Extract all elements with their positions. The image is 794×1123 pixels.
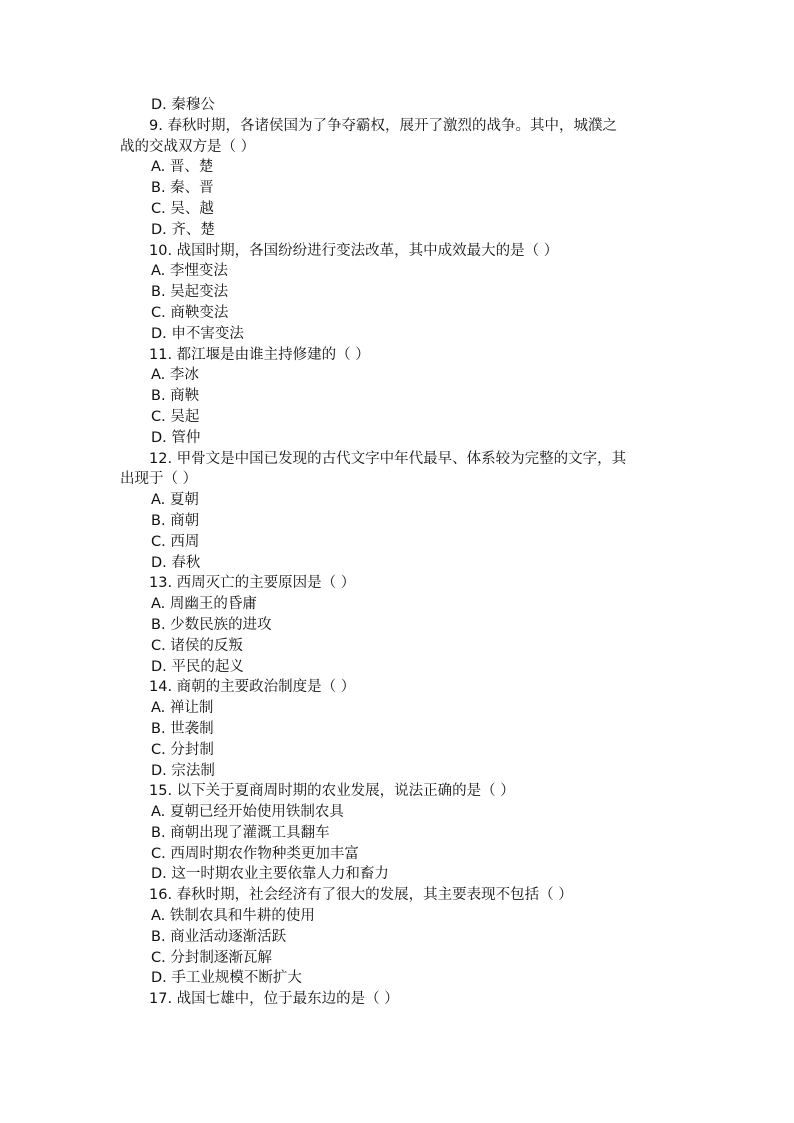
question-10 <box>120 241 680 345</box>
question-13 <box>120 573 680 677</box>
option-d: D. 齐、楚 <box>151 221 215 238</box>
option-c: C. 分封制逐渐瓦解 <box>151 949 272 966</box>
option-d: D. 管仲 <box>151 429 201 446</box>
question-15 <box>120 781 680 885</box>
option-a: A. 李冰 <box>151 367 199 384</box>
option-b: B. 商朝出现了灌溉工具翻车 <box>151 824 330 841</box>
question-number: 11. <box>149 346 173 363</box>
option-d: D. 宗法制 <box>151 762 215 779</box>
question-17 <box>120 989 680 1010</box>
question-number: 17. <box>149 991 173 1008</box>
question-stem <box>120 449 680 470</box>
question-stem <box>120 989 680 1010</box>
question-stem <box>120 573 680 594</box>
option-b: B. 世袭制 <box>151 720 214 737</box>
option-c: C. 西周 <box>151 533 200 550</box>
question-text: 战国时期，各国纷纷进行变法改革，其中成效最大的是（ ） <box>172 242 559 259</box>
question-number: 9. <box>149 117 163 134</box>
option-b: B. 商朝 <box>151 512 200 529</box>
option-d-q8: D. 秦穆公 <box>151 97 215 113</box>
question-text-continued: 战的交战双方是（ ） <box>120 138 256 155</box>
question-number: 15. <box>149 783 173 800</box>
option-d: D. 这一时期农业主要依靠人力和畜力 <box>151 866 389 883</box>
question-stem <box>120 677 680 698</box>
question-number: 13. <box>149 575 173 592</box>
question-stem <box>120 885 680 906</box>
question-text: 以下关于夏商周时期的农业发展，说法正确的是（ ） <box>172 783 515 800</box>
question-text: 甲骨文是中国已发现的古代文字中年代最早、体系较为完整的文字，其 <box>172 450 627 467</box>
question-14 <box>120 677 680 781</box>
option-a: A. 禅让制 <box>151 700 214 717</box>
question-16 <box>120 885 680 989</box>
question-text: 春秋时期，社会经济有了很大的发展，其主要表现不包括（ ） <box>172 887 573 904</box>
option-b: B. 商鞅 <box>151 388 200 405</box>
option-b: B. 秦、晋 <box>151 180 214 197</box>
option-c: C. 诸侯的反叛 <box>151 637 243 654</box>
option-c: C. 西周时期农作物种类更加丰富 <box>151 845 359 862</box>
question-text-continued: 出现于（ ） <box>120 471 198 488</box>
option-c: C. 商鞅变法 <box>151 304 229 321</box>
option-b: B. 吴起变法 <box>151 284 229 301</box>
option-b: B. 少数民族的进攻 <box>151 616 272 633</box>
question-number: 12. <box>149 450 173 467</box>
question-text: 商朝的主要政治制度是（ ） <box>172 679 356 696</box>
question-stem <box>120 116 680 137</box>
question-text: 西周灭亡的主要原因是（ ） <box>172 575 356 592</box>
question-list <box>120 95 680 1010</box>
option-a: A. 周幽王的昏庸 <box>151 596 257 613</box>
question-stem <box>120 241 680 262</box>
option-c: C. 吴、越 <box>151 200 214 217</box>
option-d: D. 平民的起义 <box>151 658 244 675</box>
option-a: A. 夏朝 <box>151 492 199 509</box>
option-d: D. 申不害变法 <box>151 325 244 342</box>
question-9 <box>120 116 680 241</box>
option-a: A. 夏朝已经开始使用铁制农具 <box>151 804 344 821</box>
question-text: 春秋时期，各诸侯国为了争夺霸权，展开了激烈的战争。其中，城濮之 <box>162 117 617 134</box>
question-number: 10. <box>149 242 173 259</box>
option-a: A. 晋、楚 <box>151 159 214 176</box>
option-d: D. 手工业规模不断扩大 <box>151 970 302 987</box>
question-12 <box>120 449 680 574</box>
question-text: 都江堰是由谁主持修建的（ ） <box>172 346 370 363</box>
question-stem <box>120 781 680 802</box>
option-c: C. 分封制 <box>151 741 214 758</box>
question-number: 14. <box>149 679 173 696</box>
option-b: B. 商业活动逐渐活跃 <box>151 928 287 945</box>
option-d: D. 春秋 <box>151 554 201 571</box>
option-c: C. 吴起 <box>151 408 200 425</box>
option-a: A. 李悝变法 <box>151 263 228 280</box>
option-a: A. 铁制农具和牛耕的使用 <box>151 908 315 925</box>
question-stem <box>120 345 680 366</box>
question-text: 战国七雄中，位于最东边的是（ ） <box>172 991 399 1008</box>
question-number: 16. <box>149 887 173 904</box>
question-11 <box>120 345 680 449</box>
